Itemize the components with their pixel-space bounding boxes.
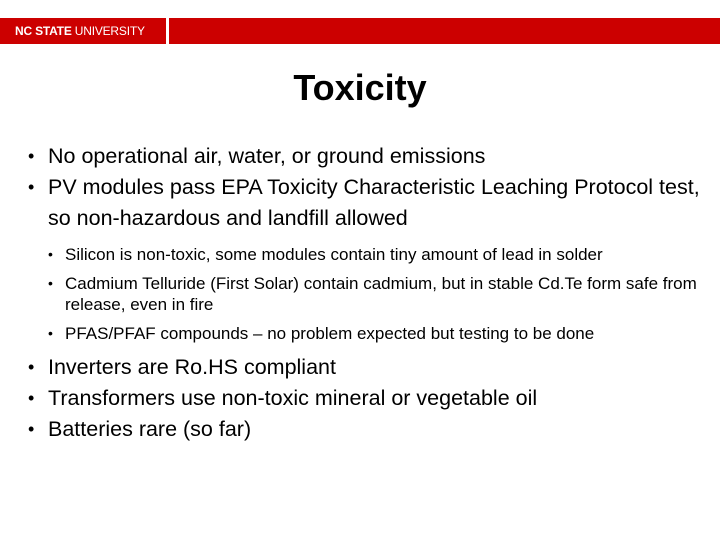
bullet-text: Transformers use non-toxic mineral or vegetable oil <box>48 386 538 410</box>
bullet-text: Inverters are Ro.HS compliant <box>48 355 336 379</box>
sub-bullet-text: PFAS/PFAF compounds – no problem expected but testing to be done <box>65 324 595 343</box>
brand-header <box>0 18 720 44</box>
bullet-list-continued <box>28 352 703 445</box>
sub-bullet-dot-icon: • <box>48 275 53 291</box>
bullet-text: PV modules pass EPA Toxicity Characteristic Leaching Protocol test, so non-hazardous and landfill allowed <box>48 175 700 230</box>
header-red-bar <box>169 18 720 44</box>
sub-bullet-dot-icon: • <box>48 325 53 341</box>
sub-bullet-dot-icon: • <box>48 246 53 262</box>
bullet-dot-icon: • <box>28 177 35 197</box>
slide-title: Toxicity <box>293 67 427 108</box>
bullet-item <box>28 352 703 383</box>
bullet-list <box>28 141 703 234</box>
bullet-dot-icon: • <box>28 357 35 377</box>
sub-bullet-text: Silicon is non-toxic, some modules contain tiny amount of lead in solder <box>65 245 603 264</box>
bullet-dot-icon: • <box>28 419 35 439</box>
bullet-dot-icon: • <box>28 388 35 408</box>
sub-bullet-text: Cadmium Telluride (First Solar) contain cadmium, but in stable Cd.Te form safe from release, even in fire <box>65 274 697 314</box>
bullet-text: No operational air, water, or ground emissions <box>48 144 486 168</box>
sub-bullet-item <box>48 323 703 344</box>
bullet-dot-icon: • <box>28 146 35 166</box>
university-logo <box>0 18 166 44</box>
bullet-item <box>28 383 703 414</box>
bullet-item <box>28 141 703 172</box>
sub-bullet-list <box>48 244 703 344</box>
sub-bullet-item <box>48 273 703 315</box>
sub-bullet-item <box>48 244 703 265</box>
bullet-item <box>28 414 703 445</box>
logo-text-light: UNIVERSITY <box>71 24 145 38</box>
bullet-text: Batteries rare (so far) <box>48 417 252 441</box>
slide-content <box>28 141 703 445</box>
logo-text-bold: NC STATE <box>15 24 72 38</box>
bullet-item <box>28 172 703 234</box>
